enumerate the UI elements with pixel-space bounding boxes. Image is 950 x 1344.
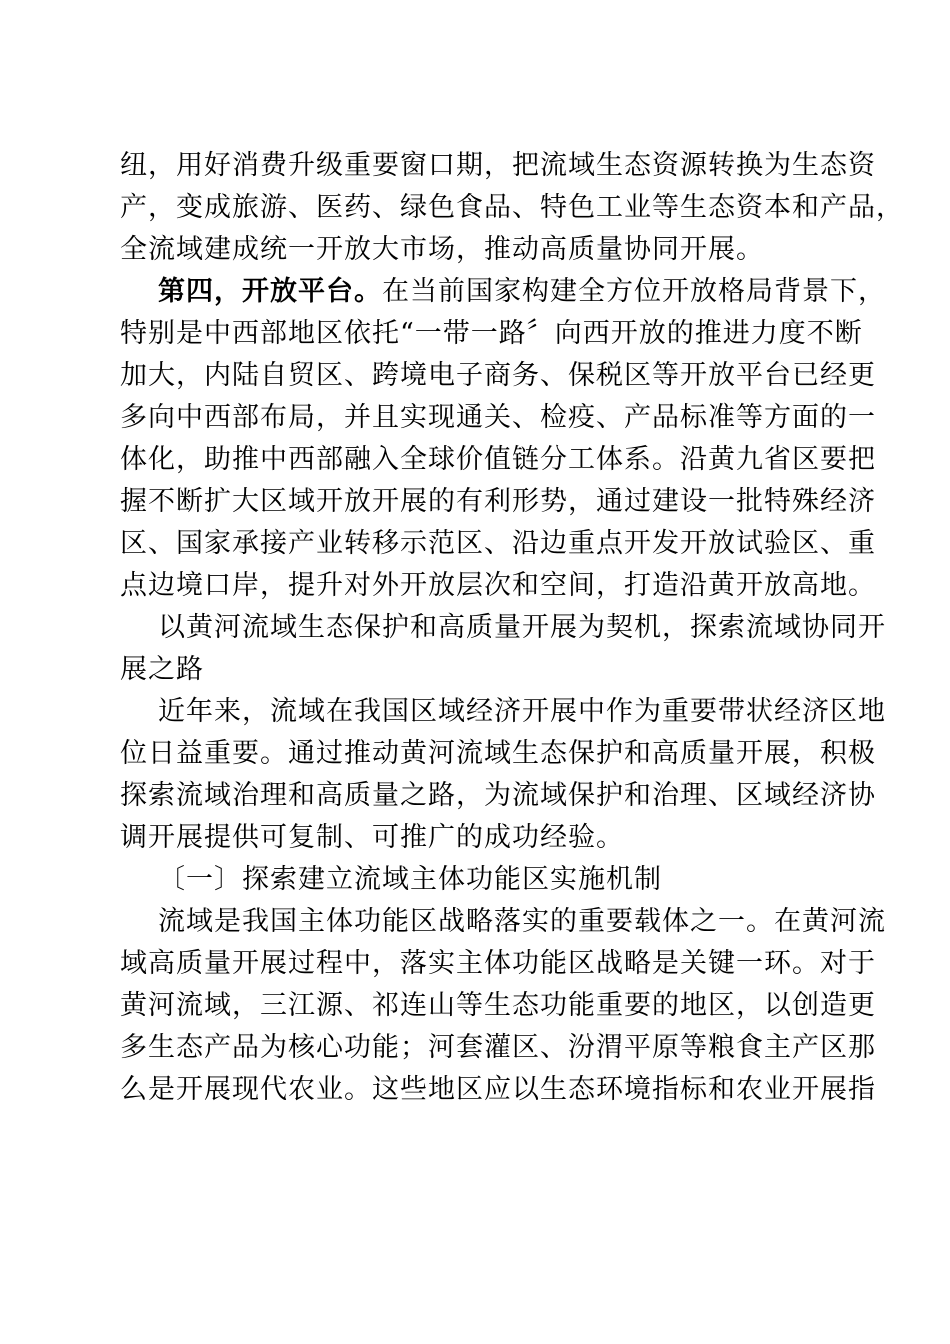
section-heading-open-platform: 第四，开放平台。 xyxy=(158,276,382,307)
paragraph-line: 调开展提供可复制、可推广的成功经验。 xyxy=(120,822,624,853)
paragraph-line: 产，变成旅游、医药、绿色食品、特色工业等生态资本和产品， xyxy=(120,192,904,223)
paragraph-line: 多向中西部布局，并且实现通关、检疫、产品标准等方面的一 xyxy=(120,402,876,433)
paragraph-line: 么是开展现代农业。这些地区应以生态环境指标和农业开展指 xyxy=(120,1074,876,1105)
paragraph-line: 加大，内陆自贸区、跨境电子商务、保税区等开放平台已经更 xyxy=(120,360,876,391)
paragraph-line: 黄河流域，三江源、祁连山等生态功能重要的地区，以创造更 xyxy=(120,990,876,1021)
paragraph-line: 流域是我国主体功能区战略落实的重要载体之一。在黄河流 xyxy=(158,906,886,937)
paragraph-line: 多生态产品为核心功能；河套灌区、汾渭平原等粮食主产区那 xyxy=(120,1032,876,1063)
paragraph-line: 位日益重要。通过推动黄河流域生态保护和高质量开展，积极 xyxy=(120,738,876,769)
paragraph-line: 近年来，流域在我国区域经济开展中作为重要带状经济区地 xyxy=(158,696,886,727)
paragraph-line: 区、国家承接产业转移示范区、沿边重点开发开放试验区、重 xyxy=(120,528,876,559)
paragraph-text: 在当前国家构建全方位开放格局背景下， xyxy=(382,276,886,307)
paragraph-line: 域高质量开展过程中，落实主体功能区战略是关键一环。对于 xyxy=(120,948,876,979)
paragraph-line: 特别是中西部地区依托“一带一路〞向西开放的推进力度不断 xyxy=(120,318,863,349)
paragraph-line: 探索流域治理和高质量之路，为流域保护和治理、区域经济协 xyxy=(120,780,876,811)
paragraph-line: 体化，助推中西部融入全球价值链分工体系。沿黄九省区要把 xyxy=(120,444,876,475)
section-title-line: 展之路 xyxy=(120,654,204,685)
paragraph-line: 全流域建成统一开放大市场，推动高质量协同开展。 xyxy=(120,234,764,265)
section-title-line: 以黄河流域生态保护和高质量开展为契机，探索流域协同开 xyxy=(158,612,886,643)
subsection-heading: 〔一〕探索建立流域主体功能区实施机制 xyxy=(158,864,662,895)
paragraph-line: 纽，用好消费升级重要窗口期，把流域生态资源转换为生态资 xyxy=(120,150,876,181)
section-four-line xyxy=(158,272,886,312)
paragraph-line: 握不断扩大区域开放开展的有利形势，通过建设一批特殊经济 xyxy=(120,486,876,517)
paragraph-line: 点边境口岸，提升对外开放层次和空间，打造沿黄开放高地。 xyxy=(120,570,876,601)
